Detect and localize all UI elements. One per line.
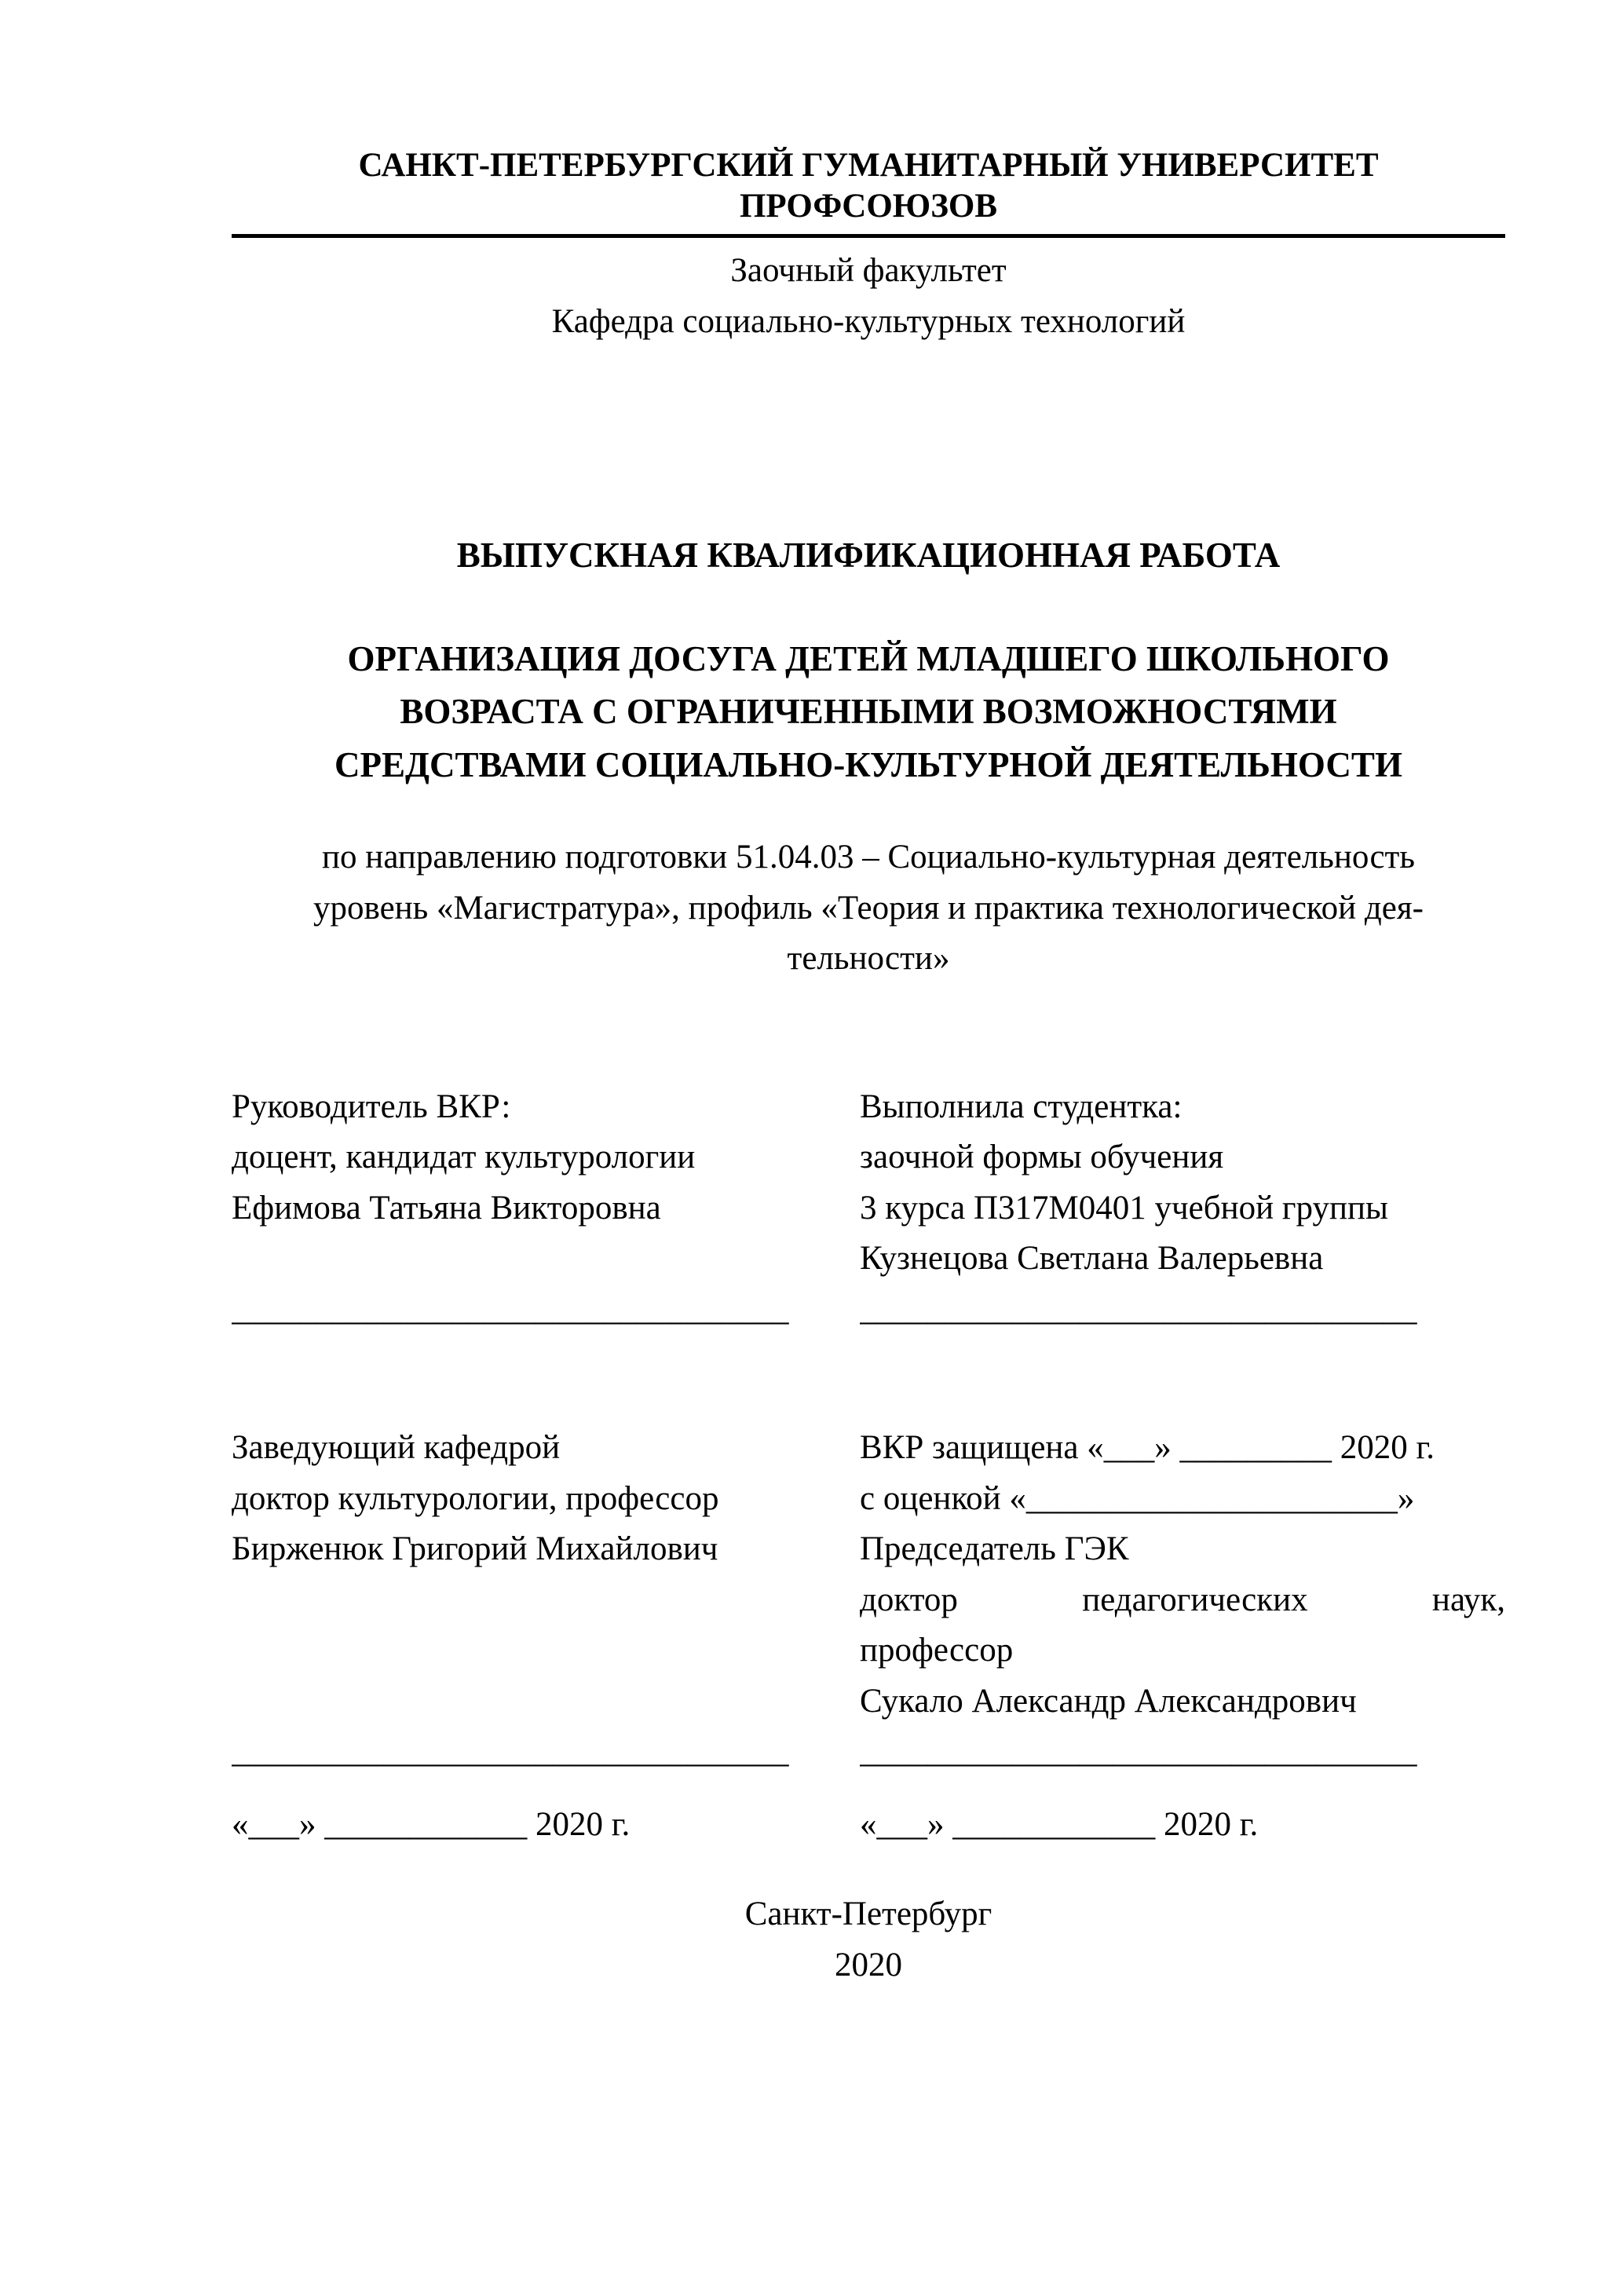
defense-chairman-degree-line-1: доктор педагогических наук, (860, 1581, 1505, 1618)
student-signature-line: _________________________________ (860, 1290, 1417, 1328)
program-profile-continued: тельности» (787, 940, 950, 978)
department-head-role-label: Заведующий кафедрой (232, 1429, 561, 1467)
department-head-block (232, 1423, 860, 1850)
department-head-signature-line: _________________________________ (232, 1733, 789, 1771)
supervisor-block (232, 1082, 860, 1336)
thesis-title-line-2: ВОЗРАСТА С ОГРАНИЧЕННЫМИ ВОЗМОЖНОСТЯМИ (400, 692, 1337, 732)
supervisor-degree: доцент, кандидат культурологии (232, 1139, 696, 1176)
footer (232, 1889, 1505, 1991)
department-head-name: Бирженюк Григорий Михайлович (232, 1530, 718, 1568)
supervisor-signature-line: _________________________________ (232, 1290, 789, 1328)
defense-signature-line: _________________________________ (860, 1733, 1417, 1771)
defense-defended-line: ВКР защищена «___» _________ 2020 г. (860, 1429, 1435, 1467)
supervisor-name: Ефимова Татьяна Викторовна (232, 1189, 661, 1227)
defense-date-line: «___» ____________ 2020 г. (860, 1805, 1259, 1843)
supervisor-role-label: Руководитель ВКР: (232, 1088, 511, 1125)
university-header (232, 145, 1505, 238)
defense-chairman-degree-line-2: профессор (860, 1632, 1014, 1669)
thesis-title-line-3: СРЕДСТВАМИ СОЦИАЛЬНО-КУЛЬТУРНОЙ ДЕЯТЕЛЬНОСТИ (334, 744, 1402, 784)
defense-chairman-name: Сукало Александр Александрович (860, 1682, 1357, 1720)
subheader (232, 246, 1505, 347)
defense-block (860, 1423, 1505, 1850)
defense-chairman-label: Председатель ГЭК (860, 1530, 1129, 1568)
student-study-form: заочной формы обучения (860, 1139, 1224, 1176)
student-group: 3 курса П317М0401 учебной группы (860, 1189, 1388, 1227)
thesis-title (232, 633, 1505, 792)
city-name: Санкт-Петербург (744, 1896, 992, 1933)
department-name: Кафедра социально-культурных технологий (551, 302, 1186, 340)
university-name: САНКТ-ПЕТЕРБУРГСКИЙ ГУМАНИТАРНЫЙ УНИВЕРСИТЕТ ПРОФСОЮЗОВ (358, 147, 1379, 225)
student-name: Кузнецова Светлана Валерьевна (860, 1240, 1324, 1278)
department-head-degree: доктор культурологии, профессор (232, 1479, 719, 1517)
department-head-date-line: «___» ____________ 2020 г. (232, 1805, 631, 1843)
program-level-profile: уровень «Магистратура», профиль «Теория и практика технологической дея- (313, 889, 1424, 927)
program-direction: по направлению подготовки 51.04.03 – Социально-культурная деятельность (322, 839, 1415, 876)
work-type-heading: ВЫПУСКНАЯ КВАЛИФИКАЦИОННАЯ РАБОТА (456, 536, 1281, 576)
thesis-title-line-1: ОРГАНИЗАЦИЯ ДОСУГА ДЕТЕЙ МЛАДШЕГО ШКОЛЬНОГО (347, 638, 1390, 678)
year: 2020 (835, 1946, 902, 1983)
defense-grade-line: с оценкой «______________________» (860, 1479, 1415, 1517)
faculty-name: Заочный факультет (730, 252, 1007, 290)
signatures-block-1 (232, 1082, 1505, 1336)
signatures-block-2 (232, 1423, 1505, 1850)
student-block (860, 1082, 1505, 1336)
program-info (232, 832, 1505, 985)
student-role-label: Выполнила студентка: (860, 1088, 1183, 1125)
